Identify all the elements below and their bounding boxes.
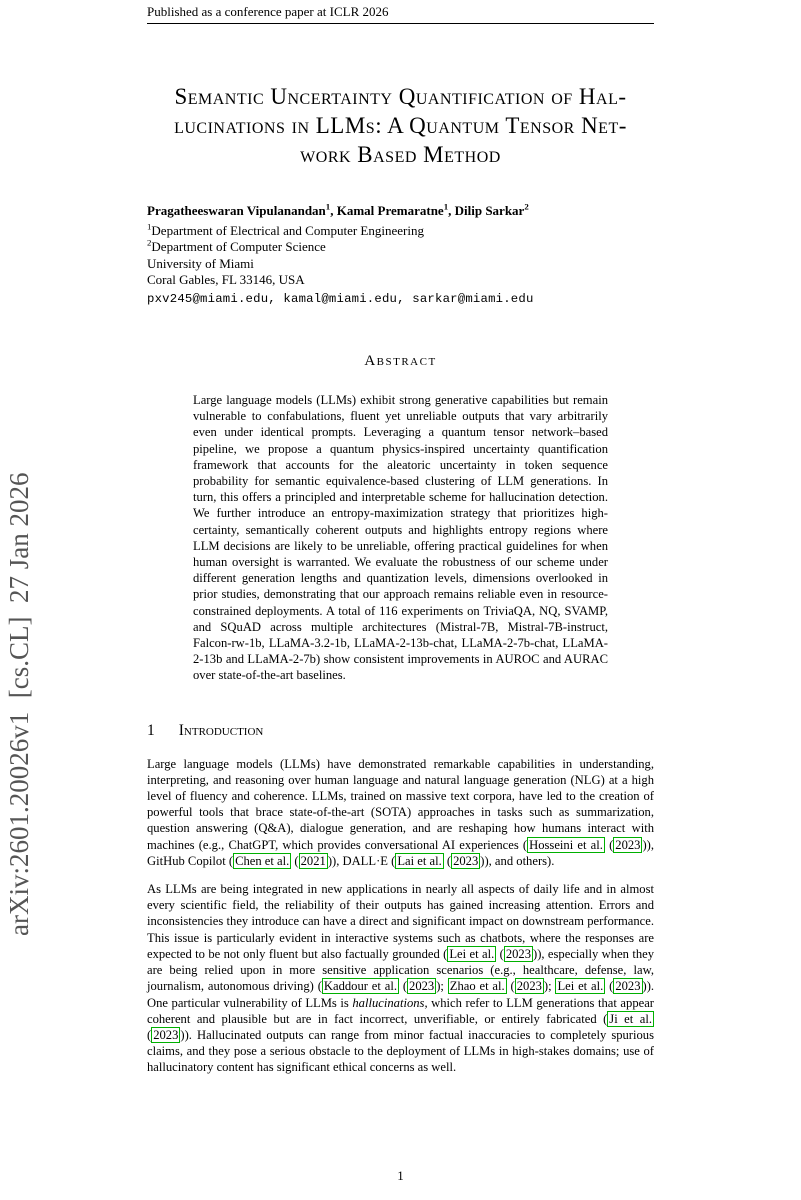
intro-paragraph-1: Large language models (LLMs) have demonstrated remarkable capabilities in understanding, interpreting, and reasoning over human language and natural language generation (NLG) at a high level of fluency and coherence. LLMs, trained on massive text corpora, have led to the creation of powerful tools that brace state-of-the-art (SOTA) approaches in tasks such as summarization, question answering (Q&A), dialogue generation, and are reshaping how humans interact with machines (e.g., ChatGPT, which provides conversational AI experiences ( Hosseini et al. ( 2023 )), GitHub Copilot ( Chen et al. ( 2021 )), DALL·E ( Lai et al. ( 2023 )), and others). — [147, 756, 654, 868]
authors-line: Pragatheeswaran Vipulanandan$^1$, Kamal Premaratne$^1$, Dilip Sarkar$^2$ — [147, 201, 529, 218]
citation-link[interactable]: 2023 — [153, 1027, 179, 1042]
citation-link[interactable]: Zhao et al. — [449, 979, 505, 994]
abstract-heading: Abstract — [364, 353, 437, 369]
authors-block — [147, 203, 654, 307]
citation-link[interactable]: Kaddour et al. — [323, 979, 397, 994]
affiliation-line-2: $^2$Department of Computer Science — [147, 237, 326, 254]
running-header: Published as a conference paper at ICLR 2026 — [147, 4, 654, 24]
abstract-body: Large language models (LLMs) exhibit strong generative capabilities but remain vulnerable to confabulations, fluent yet unreliable outputs that vary arbitrarily even under identical prompts. Leveraging a quantum tensor network–based pipeline, we propose a quantum physics-inspired uncertainty quantification framework that accounts for the aleatoric uncertainty in token sequence probability for semantic equivalence-based clustering of LLM generations. In turn, this offers a principled and interpretable scheme for hallucination detection. We further introduce an entropy-maximization strategy that prioritizes high-certainty, semantically coherent outputs and highlights entropy regions where LLM decisions are likely to be unreliable, offering practical guidelines for when human oversight is warranted. We evaluate the robustness of our scheme under different generation lengths and quantization levels, dimensions overlooked in prior studies, demonstrating that our approach remains reliable even in resource-constrained deployments. A total of 116 experiments on TriviaQA, NQ, SVAMP, and SQuAD across multiple architectures (Mistral-7B, Mistral-7B-instruct, Falcon-rw-1b, LLaMA-3.2-1b, LLaMA-2-13b-chat, LLaMA-2-7b-chat, LLaMA-2-13b and LLaMA-2-7b) show consistent improvements in AUROC and AURAC over state-of-the-art baselines. — [193, 393, 608, 683]
citation-link[interactable]: 2023 — [516, 979, 542, 994]
citation-link[interactable]: 2021 — [300, 853, 326, 868]
citation-link[interactable]: Lai et al. — [397, 853, 442, 868]
paper-title — [147, 82, 654, 169]
page-number: 1 — [397, 1168, 404, 1183]
citation-link[interactable]: 2023 — [409, 979, 435, 994]
citation-link[interactable]: Chen et al. — [235, 853, 290, 868]
section-title: Introduction — [178, 721, 264, 739]
citation-link[interactable]: Ji et al. — [609, 1011, 652, 1026]
superscript: 1 — [147, 221, 152, 232]
section-number: 1 — [147, 721, 155, 739]
title-line-1: Semantic Uncertainty Quantification of Hal- — [174, 84, 627, 109]
superscript: 2 — [147, 237, 152, 248]
affiliation-university: University of Miami — [147, 255, 254, 271]
citation-link[interactable]: Lei et al. — [557, 979, 604, 994]
citation-link[interactable]: 2023 — [505, 946, 532, 961]
text-column — [147, 0, 654, 1076]
citation-link[interactable]: Lei et al. — [449, 946, 495, 961]
superscript: 1 — [443, 201, 449, 212]
section-heading-introduction — [147, 722, 654, 740]
citation-link[interactable]: 2023 — [615, 979, 641, 994]
title-line-3: work Based Method — [300, 142, 501, 167]
affiliation-address: Coral Gables, FL 33146, USA — [147, 272, 305, 287]
intro-paragraph-2: As LLMs are being integrated in new applications in nearly all aspects of daily life and in almost every scientific field, the reliability of their outputs has gained increasing attention. Errors and inconsistencies they introduce can have a direct and significant impact on downstream performance. This issue is particularly evident in interactive systems such as chatbots, where the responses are expected to be not only fluent but also factually grounded ( Lei et al. ( 2023 )), especially when they are being relied upon in more sensitive application scenarios (e.g., healthcare, defense, law, journalism, autonomous driving) ( Kaddour et al. ( 2023 ); Zhao et al. ( 2023 ); Lei et al. ( 2023 )). One particular vulnerability of LLMs is hallucinations, which refer to LLM generations that appear coherent and plausible but are in fact incorrect, unverifiable, or entirely fabricated ( Ji et al. ( 2023 )). Hallucinated outputs can range from minor factual inaccuracies to completely spurious claims, and they pose a serious obstacle to the deployment of LLMs in high-stakes domains; use of hallucinatory content has significant ethical concerns as well. — [147, 882, 655, 1075]
affiliation-line-1: $^1$Department of Electrical and Computer Engineering — [147, 221, 424, 238]
title-line-2: lucinations in LLMs: A Quantum Tensor Net- — [174, 113, 627, 138]
author-emails: pxv245@miami.edu, kamal@miami.edu, sarkar@miami.edu — [147, 291, 534, 306]
superscript: 2 — [524, 201, 529, 212]
citation-link[interactable]: 2023 — [453, 853, 479, 868]
citation-link[interactable]: 2023 — [615, 837, 641, 852]
superscript: 1 — [325, 201, 331, 212]
italic-text: hallucinations, — [352, 995, 428, 1010]
arxiv-stamp: arXiv:2601.20026v1 [cs.CL] 27 Jan 2026 — [4, 472, 34, 936]
citation-link[interactable]: Hosseini et al. — [529, 837, 603, 852]
